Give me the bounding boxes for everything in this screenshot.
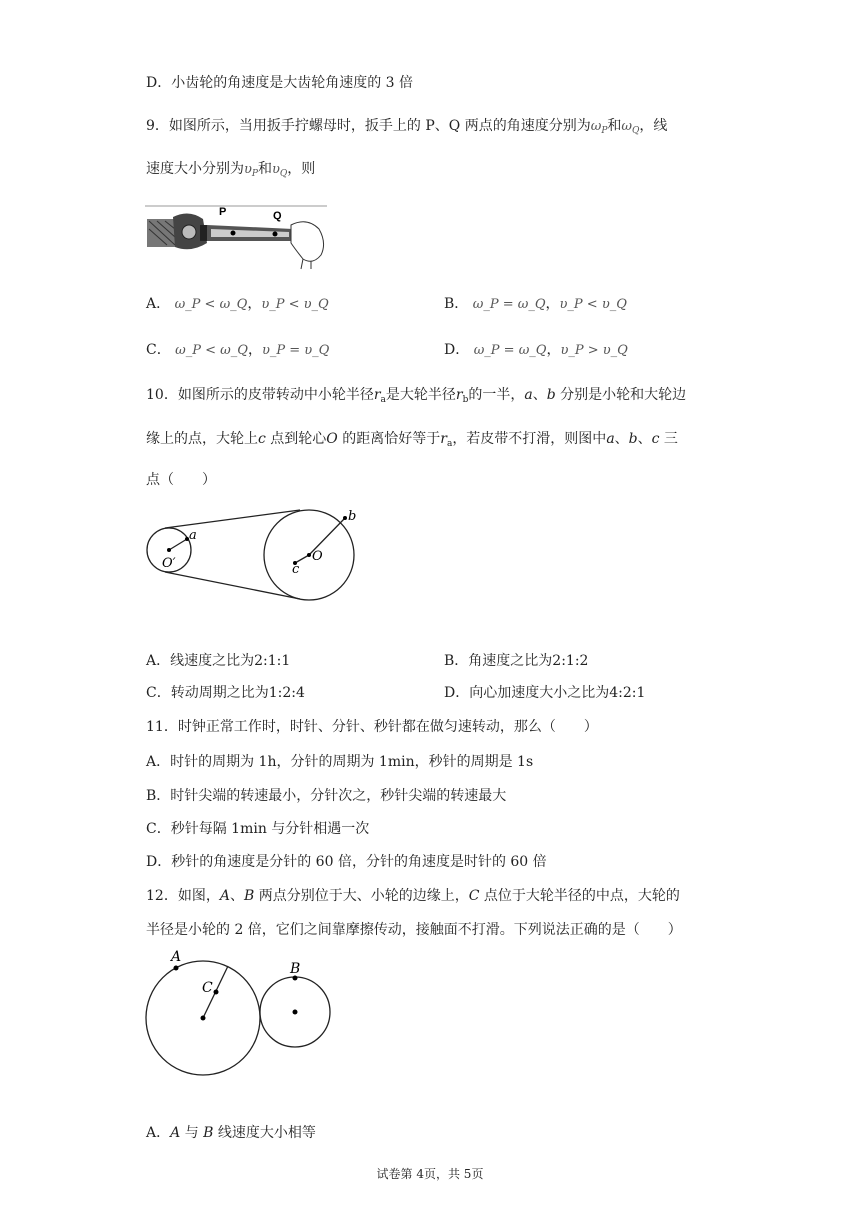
label-o-prime: O′: [162, 556, 176, 571]
label-p: P: [219, 206, 227, 218]
friction-wheels-figure: [140, 945, 340, 1085]
q10-stem-line2: 缘上的点，大轮上c 点到轮心O 的距离恰好等于$r_a$，若皮带不打滑，则图中a、b、c 三: [146, 431, 678, 449]
label-q: Q: [273, 210, 282, 222]
q11-option-c: C．秒针每隔 1min 与分针相遇一次: [146, 821, 370, 837]
q9-option-c: C． ω_P < ω_Q，υ_P = υ_Q: [146, 342, 330, 358]
q10-option-c: C．转动周期之比为1:2:4: [146, 685, 305, 701]
label-c: c: [292, 562, 300, 577]
q9-stem-line2: 速度大小分别为$\upsilon_P$和$\upsilon_Q$，则: [146, 161, 316, 179]
q9-option-d: D． ω_P = ω_Q，υ_P > υ_Q: [444, 342, 628, 358]
q9-stem-line1: 9．如图所示，当用扳手拧螺母时，扳手上的 P、Q 两点的角速度分别为$\omega_P$和$\omega_Q$，线: [146, 118, 668, 136]
label-b: b: [348, 509, 357, 524]
q10-option-b: B．角速度之比为2:1:2: [444, 653, 589, 669]
q10-option-d: D．向心加速度大小之比为4:2:1: [444, 685, 646, 701]
q8-option-d: D．小齿轮的角速度是大齿轮角速度的 3 倍: [146, 75, 414, 91]
q10-stem-line1: 10．如图所示的皮带转动中小轮半径$r_a$是大轮半径$r_b$的一半，a、b 分别是小轮和大轮边: [146, 387, 687, 405]
q10-stem-line3: 点（ ）: [146, 472, 216, 488]
omega-p-symbol: $\omega_P$: [590, 119, 608, 136]
label-b: B: [290, 961, 301, 977]
q11-stem: 11．时钟正常工作时，时针、分针、秒针都在做匀速转动，那么（ ）: [146, 719, 598, 735]
label-a: a: [189, 528, 197, 543]
q12-option-a: A．A 与 B 线速度大小相等: [146, 1125, 316, 1141]
q11-option-d: D．秒针的角速度是分针的 60 倍，分针的角速度是时针的 60 倍: [146, 854, 547, 870]
wrench-figure: [145, 203, 329, 271]
label-a: A: [171, 949, 182, 965]
page-footer: 试卷第 4页，共 5页: [376, 1167, 484, 1181]
q12-stem-line1: 12．如图，A、B 两点分别位于大、小轮的边缘上，C 点位于大轮半径的中点，大轮的: [146, 888, 680, 904]
belt-drive-figure: [140, 505, 365, 605]
label-c: C: [202, 980, 213, 996]
q11-option-b: B．时针尖端的转速最小，分针次之，秒针尖端的转速最大: [146, 788, 507, 804]
q9-option-b: B． ω_P = ω_Q，υ_P < υ_Q: [444, 296, 627, 312]
q9-option-a: A． ω_P < ω_Q，υ_P < υ_Q: [146, 296, 329, 312]
q10-option-a: A．线速度之比为2:1:1: [146, 653, 291, 669]
v-p-symbol: $\upsilon_P$: [244, 162, 258, 179]
label-o: O: [312, 549, 323, 564]
q12-stem-line2: 半径是小轮的 2 倍，它们之间靠摩擦传动，接触面不打滑。下列说法正确的是（ ）: [146, 922, 682, 938]
q11-option-a: A．时针的周期为 1h，分针的周期为 1min，秒针的周期是 1s: [146, 754, 534, 770]
omega-q-symbol: $\omega_Q$: [621, 119, 640, 136]
v-q-symbol: $\upsilon_Q$: [271, 162, 288, 179]
